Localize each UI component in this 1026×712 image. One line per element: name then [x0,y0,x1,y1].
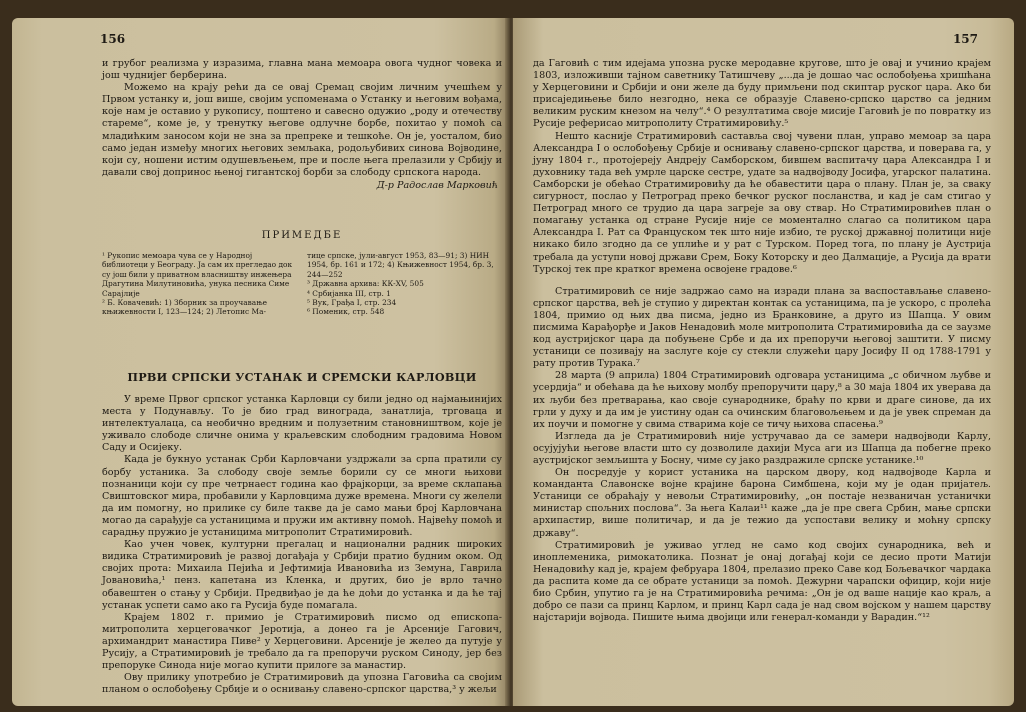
author-signature: Д-р Радослав Марковић [376,179,498,191]
paragraph: Нешто касније Стратимировић саставља свој чувени план, управо мемоар за цара Александра I о ослобођењу Србије и оснивању славено-српског царства, и поверава га, у јуну 1804 г., протојереју Андреју Самборском, бившем васпитачу цара Александра I и духовнику тада већ умрле царске сестре, удате за надвојводу Јосифа, угарског палатина. Самборски је обећао Стратимировићу да ће обавестити цара о плану. План је, за сваку сигурност, послао у Петроград преко бечког руског посланства, и кад је сам стигао у Петроград много се трудио да цара загреје за ову ствар. Но Стратимировићев план о помагању устанка од стране Русије није се моментално слагао са политиком цара Александра I. Рат са Француском тек што није избио, те руској државној политици није никако било згодно да се уплиће и у рат с Турском. Поред тога, по плану је Аустрија требала да уступи новој држави Срем, Боку Которску и део Далмације, а Русија да врати Турској тек пре краткoг времена освојене градове.⁶ [533,130,991,275]
paragraph: да Гаговић с тим идејама упозна руске меродавне кругове, што је овај и учинио крајем 1803, изложивши тајном саветнику Татишчеву „...да је дошао час ослобођења хришћана у Херцеговини и Србији и они желе да буду примљени под скиптар руског цара. Ако би присаједињење било незгодно, нека се образује Славено-српско царство са једним великим руским кнезом на челу“.⁴ О резултатима своје мисије Гаговић је по повратку из Русије реферисао митрополиту Стратимировићу.⁵ [533,58,991,130]
footnote: ⁴ Србијанка III, стр. 1 [307,288,391,298]
footnotes-column-1 [102,251,297,317]
paragraph: Када је букнуо устанак Срби Карловчани уздржали за српа пратили су борбу устаника. За слободу своје земље борили су се многи њихови познаници који су пре четрнаест година као фрајкорци, за време склапања Свиштовског мира, пробавили у Карловцима дуже времена. Многи су желели да им помогну, но прилике су биле такве да је само мањи број Карловчана могао да сарађује са устаницима и пружи им активну помоћ. Највећу помоћ и сарадњу пружио је устаницима митрополит Стратимировић. [102,454,502,539]
left-section-text [102,394,502,696]
footnote: ⁵ Вук, Грађа I, стр. 234 [307,298,397,308]
footnote: ³ Државна архива: КК-XV, 505 [307,279,424,289]
left-intro-text [102,58,502,192]
footnote: ² Б. Ковачевић: 1) Зборник за проучавање књижевности I, 123—124; 2) Летопис Ма- [102,298,267,317]
footnotes [102,251,502,317]
footnote: тице српске, јули-август 1953, 83—91; 3) НИН 1954, бр. 161 и 172; 4) Књижевност 1954, бр. 3, 244—252 [307,251,494,279]
notes-heading: ПРИМЕДБЕ [261,230,343,241]
page-number-right: 157 [952,32,978,46]
paragraph: и грубог реализма у изразима, главна мана мемоара овога чудног човека и још чуднијег берберина. [102,58,502,82]
right-text [533,58,991,624]
left-page [12,18,509,706]
footnotes-column-2 [307,251,502,317]
paragraph: Као учен човек, културни прегалац и национални радник широких видика Стратимировић је развој догађаја у Србији пратио будним оком. Од својих прота: Михаила Пејића и Јефтимија Ивановића из Земуна, Гаврила Јовановића,¹ пенз. капетана из Кленка, и других, био је врло тачно обавештен о стању у Србији. Предвиђао је да ће доћи до устанка и да ће тај устанак успети само ако га Русија буде помагала. [102,539,502,611]
paragraph: У време Првог српског устанка Карловци су били једно од најмањинијих места у Подунављу. То је био град винограда, занатлија, трговаца и интелектуалаца, са необично вредним и полузетним становништвом, које је уживало слободе сличне онима у краљевским слободним градовима Новом Саду и Осијеку. [102,394,502,454]
footnote: ¹ Рукопис мемоара чува се у Народној библиотеци у Београду. Ја сам их прегледао док су још били у приватном власништву инжењера Драгутина Милутиновића, унука песника Симе Сарајлије [102,251,293,298]
paragraph: Изгледа да је Стратимировић није устручавао да се замери надвојводи Карлу, осујујући његове власти што су дозволиле дахији Муса аги из Шапца да побегне преко аустријског земљишта у Босну, чиме су јако раздражиле српске устанике.¹⁰ [533,430,991,466]
page-number-left: 156 [100,32,126,46]
paragraph: Крајем 1802 г. примио је Стратимировић писмо од епископа-митрополита херцеговачког Јеротија, а донео га је Арсеније Гагович, архимандрит манастира Пиве² у Херцеговини. Арсеније је желео да путује у Русију, а Стратимировић је требало да га препоручи руском Синоду, јер без препоруке Синода није могао купити прилоге за манастир. [102,611,502,672]
paragraph: Он посредује у корист устаника на царском двору, код надвојводе Карла и команданта Славонске војне крајине барона Симбшена, који му је одан пријатељ. Устаници се обраћају у невољи Стратимировићу, „он постаје незваничан устанички министар спољних послова“. За њега Калаи¹¹ каже „да је пре свега Србин, мање српски архипастир, више политичар, и да је тежио да успостави велику и моћну српску државу“. [533,467,991,539]
paragraph: 28 марта (9 априла) 1804 Стратимировић одговара устаницима „с обичном љубве и усердија“ и обећава да ће њихову молбу препоручити цару,⁸ а 30 маја 1804 их уверава да их љуби без претварања, као своје сународнике, браћу по крви и драге синове, да их грли у духу и да им је уистину одан са очинским благовољењем и да је увек спреман да их поучи и помогне у свима стварима које се тичу њихова спасења.⁹ [533,370,991,430]
paragraph: Можемо на крају рећи да се овај Сремац својим личним учешћем у Првом устанку и, још више, својим успоменама о Устанку и његовим вођама, које нам је оставио у рукопису, поштено и савесно одужио „роду и отечеству стареме“, коме је, у тренутку његове одлучне борбе, похитао у помоћ са младићким заносом који не зна за препреке и тешкоће. Он је, уосталом, био само један између многих његових земљака, родољубивих синова Војводине, који су, ношени истим одушевљењем, пре и после њега прелазили у Србију и давали свој допринос њеној гигантској борби за слободу српскога народа. [102,82,502,178]
paragraph: Стратимировић се није задржао само на изради плана за васпостављање славено-српског царства, већ је ступио у директан контак са устаницима, па је ускоро, с пролећа 1804, примио од њих два писма, једно из Бранковине, а друго из Шапца. У овим писмима Карађорђе и Јаков Ненадовић моле митрополита Стратимировића да се заузме код аустријског цара да побуњене Србе и да их препоручи његовој заштити. У писму устаници се позивају на заслуге које су стекли служећи цару Јосифу II од 1788-1791 у рату против Турака.⁷ [533,285,991,370]
right-page [513,18,1014,706]
footnote: ⁶ Поменик, стр. 548 [307,307,385,317]
section-title: ПРВИ СРПСКИ УСТАНАК И СРЕМСКИ КАРЛОВЦИ [127,370,477,384]
paragraph: Стратимировић је уживао углед не само код својих сународника, већ и иноплеменика, римокатолика. Познат је онај догађај који се десио проти Матији Ненадовићу кад је, крајем фебруара 1804, прелазио преко Саве код Бољевачког чардака да распита коме да се обрате устаници за помоћ. Дежурни чарапски официр, који није био Србин, упутио га је на Стратимировића речима: „Он је од ваше нације као краљ, а добро се пази са принц Карлом, и принц Карл сада је над свом војском у нашем царству најстарији војвода. Пишите њима двојици или генерал-команди у Варадин.“¹² [533,539,991,624]
paragraph: Ову прилику употребио је Стратимировић да упозна Гаговића са својим планом о ослобођењу Србије и о оснивању славено-српског царства,³ у жељи [102,672,502,696]
